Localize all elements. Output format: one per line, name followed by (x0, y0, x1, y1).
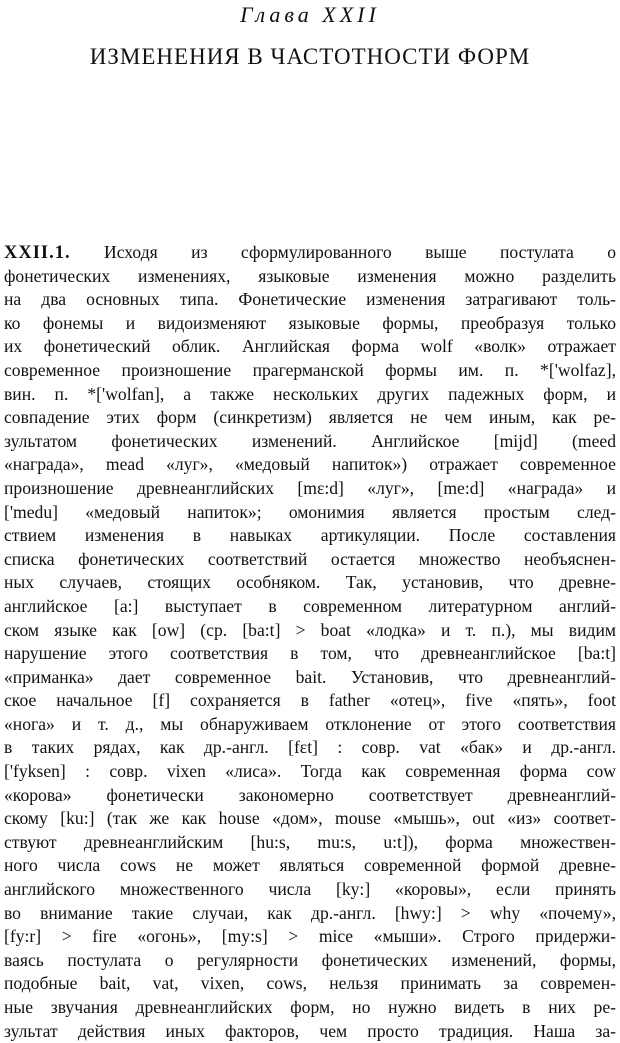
text-line (4, 666, 616, 690)
line-text: «награда», mead «луг», «медовый напиток») отражает современное (4, 454, 616, 475)
text-line (4, 335, 616, 359)
text-line (4, 571, 616, 595)
text-line (4, 619, 616, 643)
text-line (4, 878, 616, 902)
line-text: во внимание такие случаи, как др.-англ. [hwy:] > why «почему», (4, 902, 616, 923)
text-line (4, 689, 616, 713)
text-line (4, 430, 616, 454)
text-line (4, 996, 616, 1020)
line-text: ском языке как [ow] (ср. [ba:t] > boat «лодка» и т. п.), мы видим (4, 619, 616, 640)
text-line (4, 784, 616, 808)
line-text: ного числа cows не может являться современной формой древне- (4, 855, 616, 876)
text-line (4, 548, 616, 572)
line-text: вин. п. *['wolfan], а также нескольких других падежных форм, и (4, 383, 616, 404)
line-text: ['fyksen] : совр. vixen «лиса». Тогда как современная форма cow (4, 761, 616, 782)
text-line (4, 359, 616, 383)
line-text: ные звучания древнеанглийских форм, но нужно видеть в них ре- (4, 997, 616, 1017)
line-text: подобные bait, vat, vixen, cows, нельзя принимать за современ- (4, 973, 616, 994)
chapter-label: Глава XXII (240, 2, 380, 27)
line-text: английское [a:] выступает в современном литературном англий- (4, 595, 616, 616)
line-text: нарушение этого соответствия в том, что древнеанглийское [ba:t] (4, 643, 616, 664)
line-text: зультат действия иных факторов, чем просто традиция. Наша за- (4, 1020, 616, 1041)
text-line (4, 1020, 616, 1043)
text-line (4, 406, 616, 430)
text-line (4, 453, 616, 477)
text-line (4, 949, 616, 973)
line-text: произношение древнеанглийских [mε:d] «луг», [me:d] «награда» и (4, 477, 616, 498)
line-text: ных случаев, стоящих особняком. Так, установив, что древне- (4, 572, 616, 593)
text-line (4, 736, 616, 760)
text-line (4, 760, 616, 784)
text-line (4, 713, 616, 737)
text-line (4, 501, 616, 525)
text-line (4, 854, 616, 878)
line-text: Исходя из сформулированного выше постулата о (70, 242, 616, 262)
line-text: английского множественного числа [ky:] «коровы», если принять (4, 879, 616, 900)
line-text: зультатом фонетических изменений. Английское [mijd] (meed (4, 430, 616, 451)
chapter-title: ИЗМЕНЕНИЯ В ЧАСТОТНОСТИ ФОРМ (89, 44, 531, 69)
line-text: в таких рядах, как др.-англ. [fεt] : совр. vat «бак» и др.-англ. (4, 737, 616, 758)
line-text: ваясь постулата о регулярности фонетических изменений, формы, (4, 949, 616, 970)
line-text: скому [ku:] (так же как house «дом», mouse «мышь», out «из» соответ- (4, 808, 616, 829)
text-line (4, 642, 616, 666)
text-line (4, 524, 616, 548)
text-line (4, 807, 616, 831)
text-line (4, 312, 616, 336)
text-line (4, 265, 616, 289)
line-text: на два основных типа. Фонетические изменения затрагивают толь- (4, 289, 616, 310)
line-text: совпадение этих форм (синкретизм) является не чем иным, как ре- (4, 407, 616, 428)
text-line (4, 902, 616, 926)
text-line (4, 972, 616, 996)
line-text: списка фонетических соответствий остается множество необъяснен- (4, 548, 616, 569)
line-text: ['medu] «медовый напиток»; омонимия является простым след- (4, 501, 616, 522)
line-text: ко фонемы и видоизменяют языковые формы, преобразуя только (4, 312, 616, 333)
text-line (4, 831, 616, 855)
line-text: «нога» и т. д., мы обнаруживаем отклонение от этого соответствия (4, 713, 616, 734)
line-text: [fy:r] > fire «огонь», [my:s] > mice «мыши». Строго придержи- (4, 926, 616, 947)
section-text (4, 241, 616, 1043)
text-line (4, 925, 616, 949)
line-text: современное произношение прагерманской формы им. п. *['wolfaz], (4, 359, 616, 380)
text-line (4, 595, 616, 619)
line-text: их фонетический облик. Английская форма wolf «волк» отражает (4, 336, 616, 357)
line-text: ствуют древнеанглийским [hu:s, mu:s, u:t]), форма множествен- (4, 831, 616, 852)
section-number: XXII.1. (4, 243, 71, 263)
line-text: «приманка» дает современное bait. Установив, что древнеанглий- (4, 666, 616, 687)
text-line (4, 477, 616, 501)
line-text: «корова» фонетически закономерно соответствует древнеанглий- (4, 784, 616, 805)
text-line (4, 241, 616, 265)
line-text: ское начальное [f] сохраняется в father «отец», five «пять», foot (4, 690, 616, 711)
line-text: фонетических изменениях, языковые изменения можно разделить (4, 265, 616, 286)
text-line (4, 288, 616, 312)
text-line (4, 383, 616, 407)
line-text: ствием изменения в навыках артикуляции. После составления (4, 525, 616, 546)
